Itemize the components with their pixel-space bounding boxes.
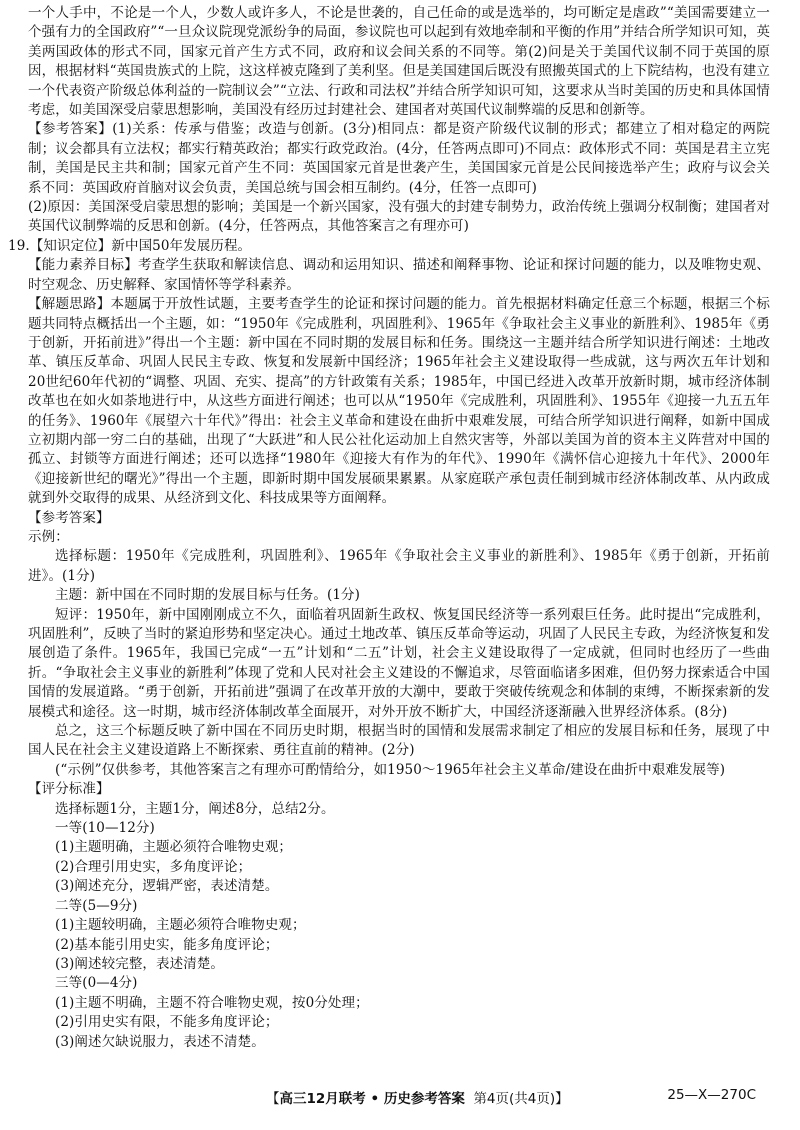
paragraph: 三等(0—4分): [55, 975, 138, 992]
paragraph: 总之，这三个标题反映了新中国在不同历史时期，根据当时的国情和发展需求制定了相应的发展目标和任务，展现了中国人民在社会主义建设道路上不断探索、勇往直前的精神。(2分): [28, 723, 770, 759]
paragraph: (“示例”仅供参考，其他答案言之有理亦可酌情给分，如1950～1965年社会主义革命/建设在曲折中艰难发展等): [55, 761, 726, 778]
paragraph: 【评分标准】: [28, 781, 110, 798]
footer-right-bracket: 】: [555, 1091, 569, 1107]
paragraph: (2)基本能引用史实，能多角度评论；: [55, 936, 279, 953]
paragraph: 【解题思路】本题属于开放性试题，主要考查学生的论证和探讨问题的能力。首先根据材料确定任意三个标题，根据三个标题共同特点概括出一个主题，如：“1950年《完成胜利，巩固胜利》、1965年《争取社会主义事业的新胜利》、1985年《勇于创新，开拓前进》”得出一个主题：新中国在不同时期的发展目标和任务。围绕这一主题并结合所学知识进行阐述：土地改革、镇压反革命、巩固人民民主专政、恢复和发展新中国经济；1965年社会主义建设取得一些成就，这与两次五年计划和20世纪60年代初的“调整、巩固、充实、提高”的方针政策有关系；1985年，中国已经进入改革开放新时期，城市经济体制改革也在如火如荼地进行中，从这些方面进行阐述；也可以从“1950年《完成胜利，巩固胜利》、1955年《迎接一九五五年的任务》、1960年《展望六十年代》”得出：社会主义革命和建设在曲折中艰难发展，可结合所学知识进行阐释，如新中国成立初期内部一穷二白的基础，出现了“大跃进”和人民公社化运动加上自然灾害等，外部以美国为首的资本主义阵营对中国的孤立、封锁等方面进行阐述；还可以选择“1980年《迎接大有作为的年代》、1990年《满怀信心迎接九十年代》、2000年《迎接新世纪的曙光》”得出一个主题，即新时期中国发展硕果累累。从家庭联产承包责任制到城市经济体制改革、从内政成就到外交取得的成果、从经济到文化、科技成果等方面阐释。: [28, 296, 770, 507]
paragraph: 选择标题：1950年《完成胜利，巩固胜利》、1965年《争取社会主义事业的新胜利》、1985年《勇于创新，开拓前进》。(1分): [28, 548, 770, 584]
paragraph: 选择标题1分，主题1分，阐述8分，总结2分。: [55, 800, 335, 817]
footer-left-bracket: 【: [266, 1091, 280, 1107]
paragraph: 【能力素养目标】考查学生获取和解读信息、调动和运用知识、描述和阐释事物、论证和探讨问题的能力，以及唯物史观、时空观念、历史解释、家国情怀等学科素养。: [28, 257, 770, 293]
paragraph: (3)阐述较完整，表述清楚。: [55, 955, 225, 972]
paragraph: (1)主题较明确，主题必须符合唯物史观；: [55, 917, 306, 934]
footer-exam-name: 高三12月联考: [279, 1091, 366, 1107]
paragraph: 【参考答案】(1)关系：传承与借鉴；改造与创新。(3分)相同点：都是资产阶级代议制的形式；都建立了相对稳定的两院制；议会都具有立法权；都实行精英政治；都实行政党政治。(4分，任答两点即可)不同点：政体形式不同：英国是君主立宪制，美国是民主共和制；国家元首产生不同：英国国家元首是世袭产生，美国国家元首是公民间接选举产生；政府与议会关系不同：英国政府首脑对议会负责，美国总统与国会相互制约。(4分，任答一点即可): [28, 121, 770, 196]
paragraph: (1)主题明确，主题必须符合唯物史观；: [55, 839, 293, 856]
answer-content: [8, 4, 770, 1052]
footer-page-number: 第4页(共4页): [473, 1091, 556, 1107]
footer-subject: 历史参考答案: [383, 1091, 465, 1107]
paragraph: 一等(10—12分): [55, 820, 155, 837]
paragraph: 二等(5—9分): [55, 897, 138, 914]
paragraph: 【参考答案】: [28, 509, 110, 526]
paragraph: 短评：1950年，新中国刚刚成立不久，面临着巩固新生政权、恢复国民经济等一系列艰巨任务。此时提出“完成胜利，巩固胜利”，反映了当时的紧迫形势和坚定决心。通过土地改革、镇压反革命等运动，巩固了人民民主专政，为经济恢复和发展创造了条件。1965年，我国已完成“一五”计划和“二五”计划，社会主义建设取得了一定成就，但同时也经历了一些曲折。“争取社会主义事业的新胜利”体现了党和人民对社会主义建设的不懈追求，尽管面临诸多困难，但仍努力探索适合中国国情的发展道路。“勇于创新，开拓前进”强调了在改革开放的大潮中，要敢于突破传统观念和体制的束缚，不断探索新的发展模式和途径。这一时期，城市经济体制改革全面展开，对外开放不断扩大，中国经济逐渐融入世界经济体系。(8分): [28, 606, 770, 720]
paragraph: (3)阐述欠缺说服力，表述不清楚。: [55, 1033, 265, 1050]
footer-title: [266, 1087, 569, 1107]
footer-exam-code: 25—X—270C: [667, 1087, 756, 1103]
paragraph: (3)阐述充分，逻辑严密，表述清楚。: [55, 878, 279, 895]
paragraph: 19.【知识定位】新中国50年发展历程。: [8, 237, 252, 254]
paragraph: 主题：新中国在不同时期的发展目标与任务。(1分): [55, 587, 361, 604]
paragraph: (1)主题不明确，主题不符合唯物史观，按0分处理；: [55, 994, 369, 1011]
paragraph: 示例：: [28, 528, 69, 545]
paragraph: (2)原因：美国深受启蒙思想的影响；美国是一个新兴国家，没有强大的封建专制势力，政治传统上强调分权制衡；建国者对英国代议制弊端的反思和创新。(4分，任答两点，其他答案言之有理亦可): [28, 199, 770, 235]
paragraph: 一个人手中，不论是一个人，少数人或许多人，不论是世袭的，自己任命的或是选举的，均可断定是虐政”“美国需要建立一个强有力的全国政府”“一旦众议院现党派纷争的局面，参议院也可以起到有效地牵制和平衡的作用”并结合所学知识可知，英美两国政体的形式不同，国家元首产生方式不同，政府和议会间关系的不同等。第(2)问是关于美国代议制不同于英国的原因，根据材料“英国贵族式的上院，这这样被克隆到了美利坚。但是美国建国后既没有照搬英国式的上下院结构，也没有建立一个代表资产阶级总体利益的一院制议会”“立法、行政和司法权”并结合所学知识可知，这要求从当时美国的历史和具体国情考虑，如美国深受启蒙思想影响，美国没有经历过封建社会、建国者对英国代议制弊端的反思和创新等。: [28, 5, 770, 119]
paragraph: (2)合理引用史实，多角度评论；: [55, 858, 252, 875]
footer-separator: •: [365, 1091, 384, 1107]
paragraph: (2)引用史实有限，不能多角度评论；: [55, 1014, 279, 1031]
